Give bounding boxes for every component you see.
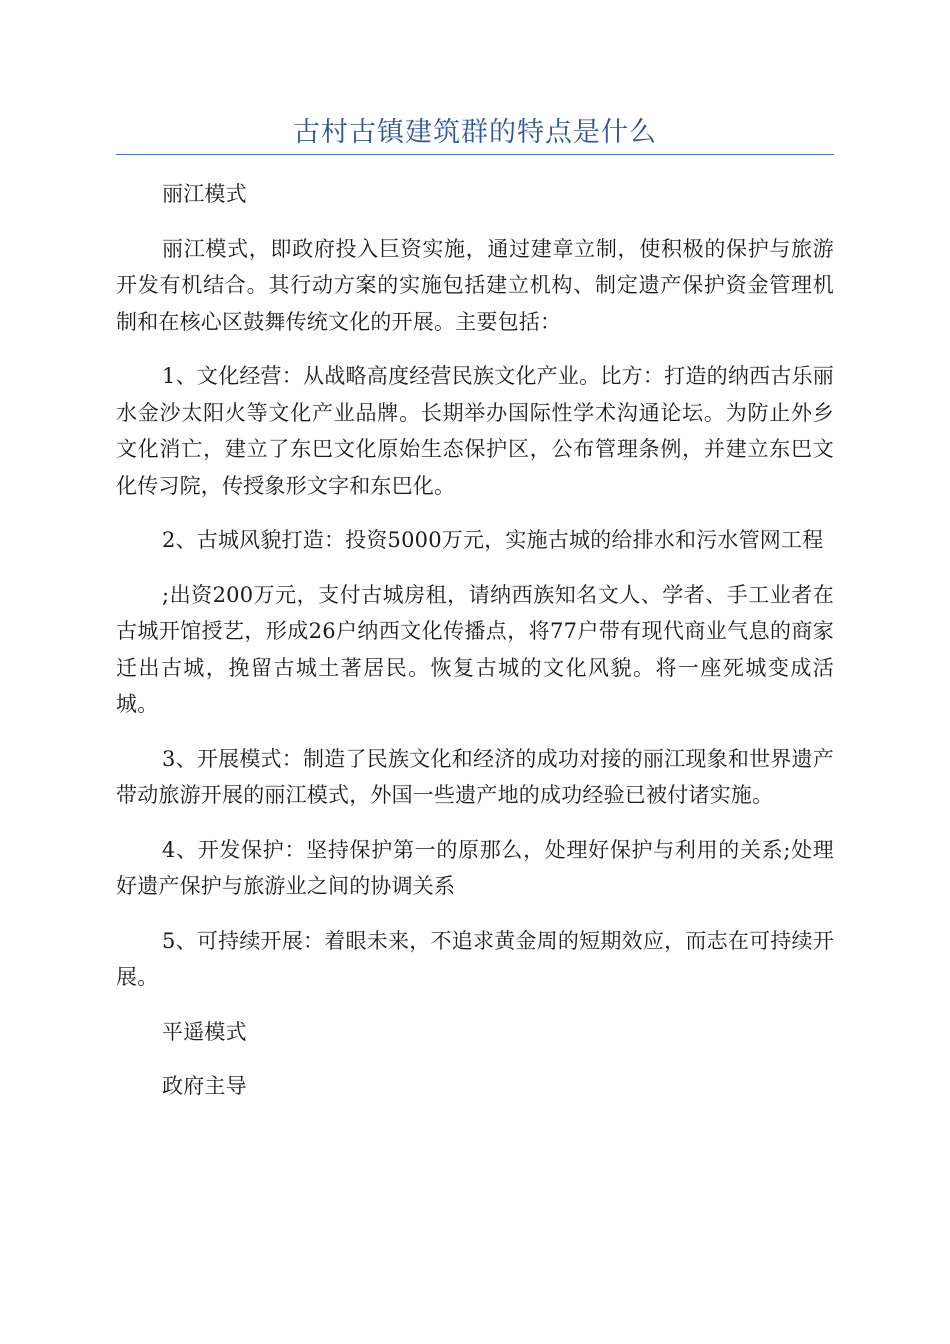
title-underline [116, 154, 834, 155]
section-heading-pingyao: 平遥模式 [162, 1019, 247, 1044]
list-item-4: 4、开发保护：坚持保护第一的原那么，处理好保护与利用的关系;处理好遗产保护与旅游业之间的协调关系 [116, 837, 834, 898]
paragraph: 丽江模式，即政府投入巨资实施，通过建章立制，使积极的保护与旅游开发有机结合。其行动方案的实施包括建立机构、制定遗产保护资金管理机制和在核心区鼓舞传统文化的开展。主要包括： [116, 236, 834, 334]
list-item-1: 1、文化经营：从战略高度经营民族文化产业。比方：打造的纳西古乐丽水金沙太阳火等文化产业品牌。长期举办国际性学术沟通论坛。为防止外乡文化消亡，建立了东巴文化原始生态保护区，公布管理条例，并建立东巴文化传习院，传授象形文字和东巴化。 [116, 364, 834, 498]
subheading-government-led: 政府主导 [162, 1074, 247, 1098]
list-item-5: 5、可持续开展：着眼未来，不追求黄金周的短期效应，而志在可持续开展。 [116, 928, 834, 989]
section-heading-lijiang: 丽江模式 [162, 182, 247, 206]
document-title: 古村古镇建筑群的特点是什么 [293, 117, 657, 148]
paragraph: ;出资200万元，支付古城房租，请纳西族知名文人、学者、手工业者在古城开馆授艺，形成26户纳西文化传播点，将77户带有现代商业气息的商家迁出古城，挽留古城土著居民。恢复古城的文化风貌。将一座死城变成活城。 [116, 582, 834, 716]
document-body [116, 176, 834, 1123]
list-item-2: 2、古城风貌打造：投资5000万元，实施古城的给排水和污水管网工程 [162, 528, 824, 552]
list-item-3: 3、开展模式：制造了民族文化和经济的成功对接的丽江现象和世界遗产带动旅游开展的丽江模式，外国一些遗产地的成功经验已被付诸实施。 [116, 746, 834, 807]
